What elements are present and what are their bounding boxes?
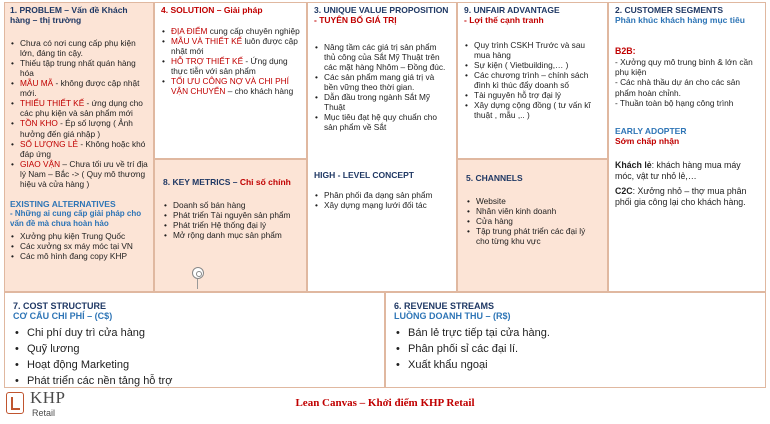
list-item: • Phân phối đa dạng sản phẩm bbox=[314, 190, 450, 200]
list-item: • Quỹ lương bbox=[13, 342, 376, 358]
cost-structure-subtitle: CƠ CẤU CHI PHÍ – (C$) bbox=[13, 311, 113, 322]
customer-segments-box bbox=[608, 2, 766, 292]
problem-box bbox=[4, 2, 154, 292]
revenue-streams-subtitle: LUỒNG DOANH THU – (R$) bbox=[394, 311, 511, 322]
list-item: • Các xưởng sx máy móc tại VN bbox=[10, 241, 148, 251]
advantage-list bbox=[464, 40, 601, 121]
channels-title: 5. CHANNELS bbox=[466, 173, 523, 183]
list-item: • Tài nguyên hỗ trợ đại lý bbox=[464, 90, 601, 100]
revenue-streams-box bbox=[385, 292, 766, 388]
b2b-label: B2B: bbox=[615, 45, 636, 56]
list-item: • Phát triển Hệ thống đại lý bbox=[163, 220, 298, 230]
uvp-subtitle: - TUYÊN BỐ GIÁ TRỊ bbox=[314, 14, 397, 25]
list-item: • Tập trung phát triển các đại lý cho từng khu vực bbox=[466, 226, 599, 246]
solution-list bbox=[161, 26, 300, 97]
list-item: • Mở rộng danh mục sản phẩm bbox=[163, 230, 298, 240]
revenue-streams-title: 6. REVENUE STREAMS bbox=[394, 301, 495, 311]
solution-title: 4. SOLUTION – Giải pháp bbox=[161, 5, 263, 15]
list-item: • Hoạt động Marketing bbox=[13, 358, 376, 374]
list-item: • Các sản phẩm mang giá trị và bền vững theo thời gian. bbox=[314, 72, 450, 92]
list-item: • Xuất khẩu ngoại bbox=[394, 358, 757, 374]
list-item: • Nâng tầm các giá trị sản phẩm thủ công của Sắt Mỹ Thuật trên các mặt hàng Nhôm – Đồng đúc. bbox=[314, 42, 450, 72]
unfair-advantage-subtitle: - Lợi thế cạnh tranh bbox=[464, 14, 544, 25]
list-item: • Xưởng phụ kiện Trung Quốc bbox=[10, 231, 148, 241]
uvp-title: 3. UNIQUE VALUE PROPOSITION bbox=[314, 5, 449, 15]
logo-subtext: Retail bbox=[32, 408, 56, 418]
solution-box bbox=[154, 2, 307, 159]
list-item: • Phát triển các nền tảng hỗ trợ bbox=[13, 374, 376, 389]
early-adopter-subtitle: Sớm chấp nhận bbox=[615, 135, 680, 146]
list-item: • Thiếu tập trung nhất quán hàng hóa bbox=[10, 58, 148, 78]
customer-segments-subtitle: Phân khúc khách hàng mục tiêu bbox=[615, 14, 745, 25]
b2b-line: - Xưởng quy mô trung bình & lớn cần phụ kiện bbox=[615, 56, 753, 77]
list-item: • Sự kiện ( Vietbuilding,… ) bbox=[464, 60, 601, 70]
b2b-line: - Các nhà thầu dự án cho các sản phẩm hoàn chỉnh. bbox=[615, 77, 741, 98]
customer-segments-title: 2. CUSTOMER SEGMENTS bbox=[615, 5, 723, 15]
retail-customer-text: Khách lẻ: khách hàng mua máy móc, vật tư nhỏ lẻ,… bbox=[615, 160, 741, 182]
selection-line bbox=[197, 279, 198, 289]
channels-box bbox=[457, 159, 608, 292]
list-item: • Phát triển Tài nguyên sản phẩm bbox=[163, 210, 298, 220]
unfair-advantage-box bbox=[457, 2, 608, 159]
page-title: Lean Canvas – Khởi điểm KHP Retail bbox=[295, 397, 475, 409]
key-metrics-box bbox=[154, 159, 307, 292]
list-item: • GIAO VẬN – Chưa tối ưu về trí địa lý Nam – Bắc -> ( Quy mô thương hiệu và cửa hàng ) bbox=[10, 159, 148, 189]
list-item: • Cửa hàng bbox=[466, 216, 599, 226]
rotate-handle-icon[interactable] bbox=[192, 267, 204, 279]
list-item: • Nhân viên kinh doanh bbox=[466, 206, 599, 216]
unfair-advantage-title: 9. UNFAIR ADVANTAGE bbox=[464, 5, 560, 15]
logo-text: KHP bbox=[30, 388, 66, 407]
list-item: • Các chương trình – chính sách đình kì thúc đẩy doanh số bbox=[464, 70, 601, 90]
cost-structure-box bbox=[4, 292, 385, 388]
alternatives-list bbox=[10, 231, 148, 261]
list-item: • HỖ TRỢ THIẾT KẾ - Ứng dụng thực tiễn với sản phẩm bbox=[161, 56, 300, 76]
concept-list bbox=[314, 190, 450, 210]
list-item: • THIẾU THIẾT KẾ - ứng dụng cho các phụ kiện và sản phẩm mới bbox=[10, 98, 148, 118]
list-item: • SỐ LƯỢNG LẺ - Không hoặc khó đáp ứng bbox=[10, 139, 148, 159]
list-item: • Dẫn đầu trong ngành Sắt Mỹ Thuật bbox=[314, 92, 450, 112]
list-item: • Xây dựng mạng lưới đối tác bbox=[314, 200, 450, 210]
list-item: • MẪU VÀ THIẾT KẾ luôn được cập nhật mới bbox=[161, 36, 300, 56]
key-metrics-title: 8. KEY METRICS – Chỉ số chính bbox=[163, 177, 291, 187]
cost-list bbox=[13, 326, 376, 388]
c2c-text: C2C: Xưởng nhỏ – thợ mua phân phối gia công lại cho khách hàng. bbox=[615, 186, 747, 208]
existing-alternatives-subtitle: - Những ai cung cấp giải pháp cho vấn đề mà chưa hoàn hảo bbox=[10, 209, 142, 228]
channels-list bbox=[466, 196, 599, 247]
problem-list bbox=[10, 38, 148, 190]
key-metrics-list bbox=[163, 200, 298, 240]
list-item: • Chi phí duy trì cửa hàng bbox=[13, 326, 376, 342]
list-item: • Mục tiêu đạt hệ quy chuẩn cho sản phẩm về Sắt bbox=[314, 112, 450, 132]
uvp-box bbox=[307, 2, 457, 292]
list-item: • Website bbox=[466, 196, 599, 206]
revenue-list bbox=[394, 326, 757, 374]
list-item: • TỒN KHO - Ép số lượng ( Ảnh hưởng đến giá nhập ) bbox=[10, 118, 148, 138]
list-item: • Xây dựng cộng đồng ( tư vấn kĩ thuật , mẫu ,.. ) bbox=[464, 100, 601, 120]
list-item: • Quy trình CSKH Trước và sau mua hàng bbox=[464, 40, 601, 60]
cost-structure-title: 7. COST STRUCTURE bbox=[13, 301, 107, 311]
list-item: • ĐỊA ĐIỂM cung cấp chuyên nghiệp bbox=[161, 26, 300, 36]
list-item: • Bán lẻ trực tiếp tại cửa hàng. bbox=[394, 326, 757, 342]
list-item: • Chưa có nơi cung cấp phụ kiện lớn, đáng tin cậy. bbox=[10, 38, 148, 58]
early-adopter-title: EARLY ADOPTER bbox=[615, 126, 687, 137]
list-item: • TỐI ƯU CÔNG NỢ VÀ CHI PHÍ VẬN CHUYỂN – cho khách hàng bbox=[161, 76, 300, 96]
uvp-list bbox=[314, 42, 450, 133]
b2b-line: - Thuần toàn bộ hạng công trình bbox=[615, 97, 734, 108]
high-level-concept-title: HIGH - LEVEL CONCEPT bbox=[314, 169, 414, 180]
list-item: • MẪU MÃ - không được cập nhật mới. bbox=[10, 78, 148, 98]
list-item: • Các mô hình đang copy KHP bbox=[10, 251, 148, 261]
list-item: • Doanh số bán hàng bbox=[163, 200, 298, 210]
problem-title: 1. PROBLEM – Vấn đề Khách hàng – thị trường bbox=[10, 5, 128, 25]
list-item: • Phân phối sỉ các đại lí. bbox=[394, 342, 757, 358]
existing-alternatives-title: EXISTING ALTERNATIVES bbox=[10, 199, 116, 210]
